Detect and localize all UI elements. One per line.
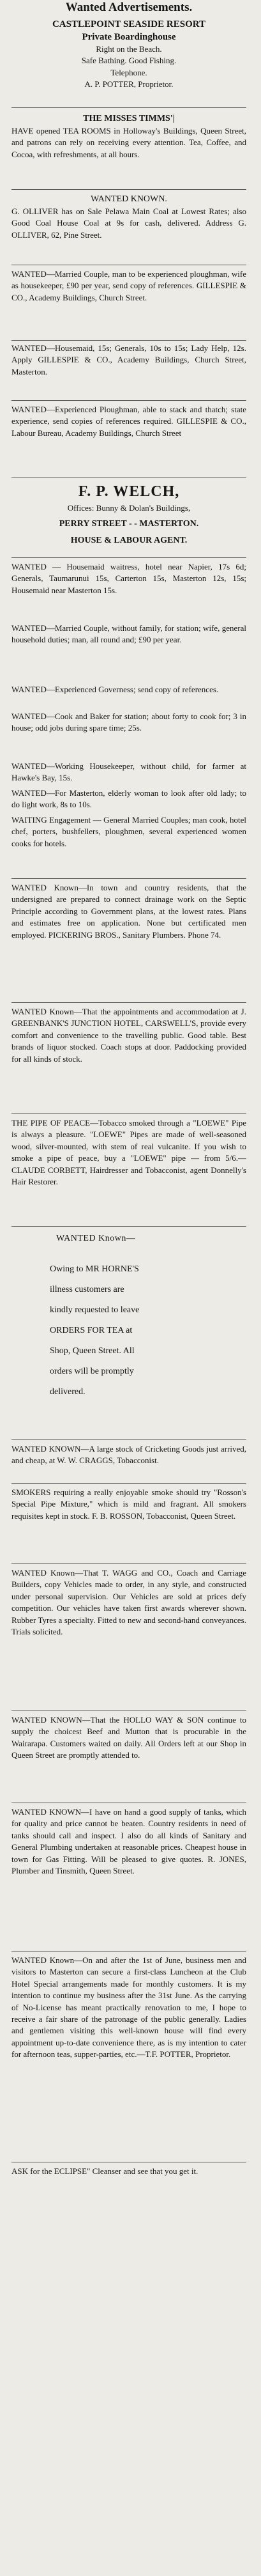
divider bbox=[11, 557, 246, 558]
olliver-body: G. OLLIVER has on Sale Pelawa Main Coal at Lowest Rates; also Good Coal House Coal at 9s for cash, delivered. Address G. OLLIVER, 62, Pine Street. bbox=[11, 206, 246, 240]
ad-text: WANTED KNOWN—A large stock of Cricketing Goods just arrived, and cheap, at W. W. CRAGGS, Tobacconist. bbox=[11, 1444, 246, 1466]
ad-text: WANTED — Housemaid waitress, hotel near Napier, 17s 6d; Generals, Taumarunui 15s, Carterton 15s, Masterton 12s, 15s; Housemaid near Masterton 15s. bbox=[11, 562, 246, 595]
jones-tanks-ad bbox=[11, 1806, 246, 1948]
divider bbox=[11, 1226, 246, 1227]
welch-name: F. P. WELCH, bbox=[78, 483, 180, 500]
castlepoint-title: CASTLEPOINT SEASIDE RESORT bbox=[52, 19, 206, 29]
divider bbox=[11, 340, 246, 341]
timms-title: THE MISSES TIMMS'| bbox=[83, 114, 175, 123]
ad-text: WANTED—Working Housekeeper, without child, for farmer at Hawke's Bay, 15s. bbox=[11, 761, 246, 783]
ad-text: WANTED—For Masterton, elderly woman to look after old lady; to do light work, 8s to 10s. bbox=[11, 788, 246, 810]
eclipse-ad bbox=[11, 2166, 246, 2194]
divider bbox=[11, 1439, 246, 1440]
ad-text: WANTED Known—In town and country residents, that the undersigned are prepared to connect drainage work on the Septic Principle according to Government plans, at the lowest rates. Plans and estimates free on application. None but certificated men employed. PICKERING BROS., Sanitary Plumbers. Phone 74. bbox=[11, 883, 246, 940]
gillespie-ad-1 bbox=[11, 268, 246, 339]
divider bbox=[11, 400, 246, 401]
ad-text: SMOKERS requiring a really enjoyable smoke should try "Rosson's Special Pipe Mixture," which is mild and fragrant. All smokers requisites kept in stock. F. B. ROSSON, Tobacconist, Queen Street. bbox=[11, 1487, 246, 1521]
olliver-title: WANTED KNOWN. bbox=[91, 194, 167, 204]
horne-ad bbox=[11, 1232, 246, 1436]
horne-line: Owing to MR HORNE'S bbox=[50, 1264, 139, 1274]
ad-text: WANTED Known—That the appointments and accommodation at J. GREENBANK'S JUNCTION HOTEL, CARSWELL'S, provide every comfort and convenience to the travelling public. Good table. Best brands of liquor stocked. Coach stops at door. Paddocking provided for all kinds of stock. bbox=[11, 1007, 246, 1064]
horne-title: WANTED Known— bbox=[56, 1234, 136, 1243]
castlepoint-line: Right on the Beach. bbox=[96, 44, 162, 54]
gillespie-ad-3 bbox=[11, 404, 246, 474]
cricket-ad bbox=[11, 1443, 246, 1482]
potter-club-hotel-ad bbox=[11, 1955, 246, 2159]
rosson-ad bbox=[11, 1487, 246, 1562]
ad-text: WANTED—Cook and Baker for station; about forty to cook for; 3 in house; odd jobs during spare time; 25s. bbox=[11, 711, 246, 733]
horne-line: delivered. bbox=[50, 1387, 86, 1397]
greenbank-ad bbox=[11, 1006, 246, 1111]
ad-text: WANTED Known—On and after the 1st of June, business men and visitors to Masterton can secure a first-class Luncheon at the Club Hotel Special arrangements made for monthly customers. It is my intention to continue my business after the 31st June. As the carrying of No-License has meant practically renovation to me, I hope to receive a fair share of the patronage of the public generally. Ladies and gentlemen visiting this well-known house will find every appointment up-to-date convenience there, as is my intention to cater for afternoon teas, supper-parties, etc.—T.F. POTTER, Proprietor. bbox=[11, 1955, 246, 2060]
ad-text: WANTED—Experienced Governess; send copy of references. bbox=[11, 685, 219, 694]
olliver-ad bbox=[11, 193, 246, 263]
divider bbox=[11, 1113, 246, 1114]
timms-body: HAVE opened TEA ROOMS in Holloway's Buildings, Queen Street, and patrons can rely on receiving every attention. Tea, Coffee, and Cocoa, with refreshments, at all hours. bbox=[11, 126, 246, 159]
horne-line: kindly requested to leave bbox=[50, 1305, 140, 1315]
welch-ad-6 bbox=[11, 788, 246, 813]
divider bbox=[11, 1002, 246, 1003]
divider bbox=[11, 1563, 246, 1564]
ad-text: WANTED—Married Couple, without family, for station; wife, general household duties; man, all round and; £90 per year. bbox=[11, 623, 246, 645]
divider bbox=[11, 1483, 246, 1484]
horne-line: Shop, Queen Street. All bbox=[50, 1346, 135, 1356]
horne-line: illness customers are bbox=[50, 1285, 124, 1294]
welch-ad-3 bbox=[11, 684, 246, 710]
castlepoint-ad bbox=[11, 18, 246, 105]
castlepoint-proprietor: A. P. POTTER, Proprietor. bbox=[84, 79, 174, 89]
ad-text: THE PIPE OF PEACE—Tobacco smoked through a "LOEWE" Pipe is always a pleasure. "LOEWE" Pipes are made of well-seasoned wood, silver-mounted, with stem of real vulcanite. If you wish to smoke a pipe of peace, buy a "LOEWE" pipe — from 5/6.—CLAUDE CORBETT, Hairdresser and Tobacconist, agent Donnelly's Hair Restorer. bbox=[11, 1118, 246, 1187]
page-header: Wanted Advertisements. bbox=[65, 1, 193, 14]
ad-column bbox=[11, 0, 246, 2576]
ad-text: WANTED—Married Couple, man to be experienced ploughman, wife as housekeeper, £90 per year, send copy of references. GILLESPIE & CO., Academy Buildings, Church Street. bbox=[11, 269, 246, 302]
ad-text: WAITING Engagement — General Married Couples; man cook, hotel chef, porters, bushfellers, ploughmen, several experienced women cooks for hotels. bbox=[11, 815, 246, 848]
divider bbox=[11, 189, 246, 190]
holloway-ad bbox=[11, 1714, 246, 1800]
ad-text: ASK for the ECLIPSE" Cleanser and see that you get it. bbox=[11, 2166, 198, 2176]
welch-ad-5 bbox=[11, 761, 246, 786]
ad-text: WANTED KNOWN—That the HOLLO WAY & SON continue to supply the choicest Beef and Mutton that is procurable in the Wairarapa. Customers waited on daily. All Orders left at our Shop in Queen Street are promptly attended to. bbox=[11, 1715, 246, 1760]
ad-text: WANTED KNOWN—I have on hand a good supply of tanks, which for quality and price cannot be beaten. Country residents in need of tanks should call and inspect. I also do all kinds of Sanitary and General Plumbing undertaken at reasonable prices. Cheapest house in town for Gas Fitting. Will be pleased to give quotes. R. JONES, Plumber and Tinsmith, Queen Street. bbox=[11, 1807, 246, 1876]
welch-ad-1 bbox=[11, 561, 246, 621]
welch-ad-2 bbox=[11, 623, 246, 683]
castlepoint-line: Safe Bathing. Good Fishing. bbox=[81, 56, 177, 66]
castlepoint-subtitle: Private Boardinghouse bbox=[82, 32, 176, 42]
ad-text: WANTED Known—That T. WAGG and CO., Coach and Carriage Builders, copy Vehicles made to order, in any style, and constructed under personal supervision. Our Vehicles are sold at prices defy competition. Our vehicles have taken first awards wherever shown. Rubber Tyres a specialty. Fitted to new and second-hand conveyances. Trials solicited. bbox=[11, 1568, 246, 1637]
ad-text: WANTED—Housemaid, 15s; Generals, 10s to 15s; Lady Help, 12s. Apply GILLESPIE & CO., Academy Buildings, Church Street, Masterton. bbox=[11, 343, 246, 376]
loewe-pipe-ad bbox=[11, 1117, 246, 1223]
divider bbox=[11, 107, 246, 108]
welch-agency-header bbox=[11, 481, 246, 556]
timms-ad bbox=[11, 113, 246, 187]
gillespie-ad-2 bbox=[11, 343, 246, 399]
welch-ad-4 bbox=[11, 711, 246, 759]
ad-text: WANTED—Experienced Ploughman, able to stack and thatch; state experience, send copies of references required. GILLESPIE & CO., Labour Bureau, Academy Buildings, Church Street bbox=[11, 405, 246, 438]
welch-offices: Offices: Bunny & Dolan's Buildings, bbox=[67, 503, 191, 513]
welch-street: PERRY STREET - - MASTERTON. bbox=[59, 519, 199, 529]
divider bbox=[11, 878, 246, 879]
welch-agency: HOUSE & LABOUR AGENT. bbox=[70, 536, 188, 546]
horne-line: ORDERS FOR TEA at bbox=[50, 1326, 133, 1335]
castlepoint-line: Telephone. bbox=[110, 67, 147, 77]
horne-line: orders will be promptly bbox=[50, 1367, 134, 1376]
wagg-ad bbox=[11, 1567, 246, 1708]
pickering-ad bbox=[11, 882, 246, 1001]
waiting-ad bbox=[11, 814, 246, 876]
